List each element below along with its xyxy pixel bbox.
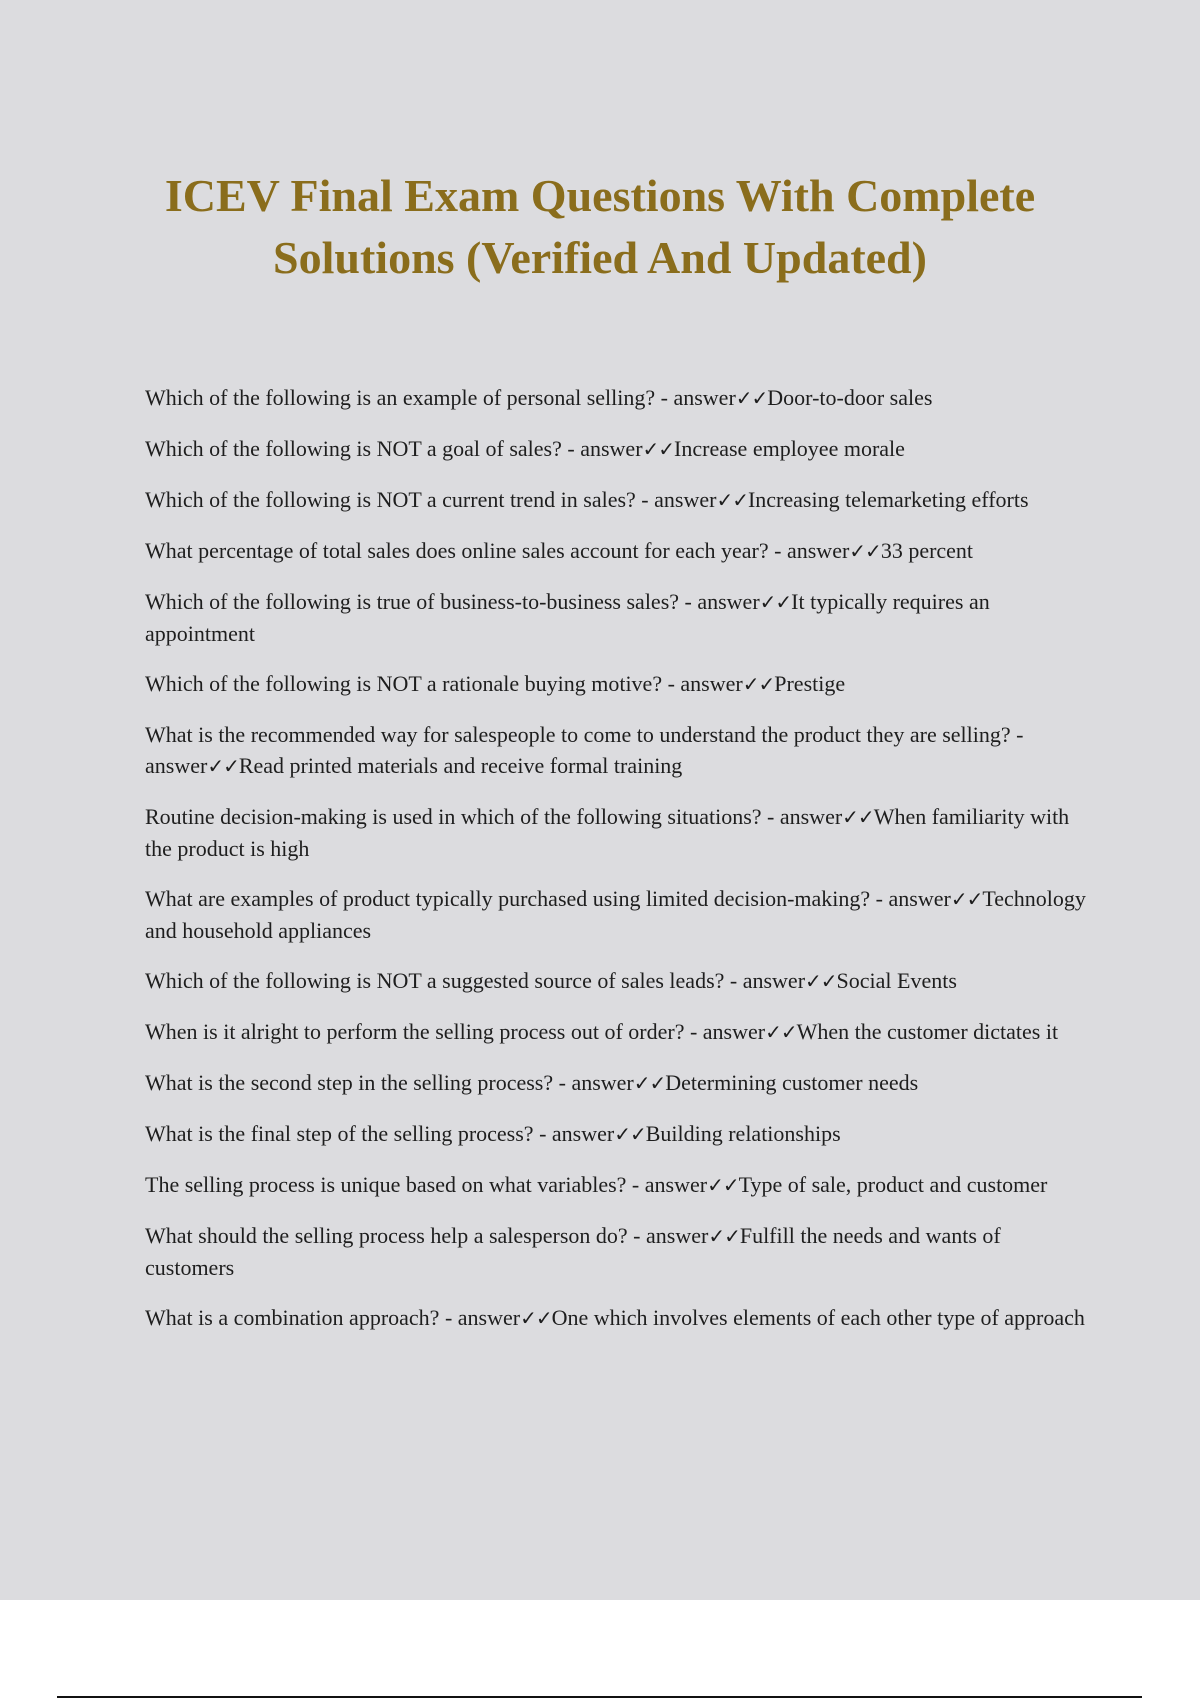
question-text: What is the second step in the selling process?: [145, 1070, 554, 1095]
checkmark-icon: ✓✓: [765, 1020, 797, 1044]
question-text: Which of the following is NOT a current trend in sales?: [145, 487, 636, 512]
question-text: Which of the following is an example of personal selling?: [145, 385, 656, 410]
qa-item: [145, 433, 1095, 465]
question-text: Routine decision-making is used in which of the following situations?: [145, 804, 762, 829]
answer-prefix: - answer: [761, 804, 843, 829]
answer-prefix: - answer: [439, 1305, 521, 1330]
answer-prefix: - answer: [870, 886, 951, 911]
checkmark-icon: ✓✓: [520, 1306, 552, 1330]
question-text: What percentage of total sales does online sales account for each year?: [145, 538, 769, 563]
answer-text: Fulfill the needs and wants of customers: [145, 1223, 1001, 1280]
answer-prefix: - answer: [768, 538, 850, 563]
answer-text: Increasing telemarketing efforts: [747, 487, 1029, 512]
answer-prefix: - answer: [145, 722, 1024, 778]
answer-text: Technology and household appliances: [145, 886, 1086, 943]
answer-text: Prestige: [774, 671, 846, 696]
qa-item: [145, 586, 1095, 649]
answer-text: Door-to-door sales: [767, 385, 933, 410]
answer-prefix: - answer: [724, 968, 806, 993]
answer-prefix: - answer: [684, 1019, 766, 1044]
answer-text: When the customer dictates it: [796, 1019, 1059, 1044]
checkmark-icon: ✓✓: [735, 386, 768, 410]
checkmark-icon: ✓✓: [642, 437, 675, 461]
answer-prefix: - answer: [553, 1070, 634, 1095]
answer-prefix: - answer: [655, 385, 736, 410]
answer-prefix: - answer: [635, 487, 717, 512]
checkmark-icon: ✓✓: [716, 488, 748, 512]
checkmark-icon: ✓✓: [842, 805, 874, 829]
answer-prefix: - answer: [627, 1223, 709, 1248]
answer-text: One which involves elements of each other type of approach: [551, 1305, 1085, 1330]
qa-item: [145, 719, 1095, 782]
checkmark-icon: ✓✓: [207, 754, 239, 778]
question-text: When is it alright to perform the selling process out of order?: [145, 1019, 685, 1044]
question-text: What is the recommended way for salespeople to come to understand the product they are selling?: [145, 722, 1011, 747]
answer-prefix: - answer: [533, 1121, 615, 1146]
qa-item: [145, 1220, 1095, 1283]
checkmark-icon: ✓✓: [759, 590, 792, 614]
qa-list: [145, 382, 1095, 1353]
qa-item: [145, 1302, 1095, 1334]
question-text: What should the selling process help a salesperson do?: [145, 1223, 628, 1248]
document-title: ICEV Final Exam Questions With Complete Solutions (Verified And Updated): [164, 170, 1036, 283]
answer-text: It typically requires an appointment: [145, 589, 990, 646]
question-text: Which of the following is NOT a goal of sales?: [145, 436, 562, 461]
qa-item: [145, 801, 1095, 864]
qa-item: [145, 1118, 1095, 1150]
question-text: Which of the following is NOT a rationale buying motive?: [145, 671, 663, 696]
checkmark-icon: ✓✓: [708, 1224, 740, 1248]
qa-item: [145, 965, 1095, 997]
checkmark-icon: ✓✓: [950, 887, 983, 911]
qa-item: [145, 1067, 1095, 1099]
qa-item: [145, 883, 1095, 946]
question-text: What are examples of product typically purchased using limited decision-making?: [145, 886, 871, 911]
checkmark-icon: ✓✓: [849, 539, 881, 563]
qa-item: [145, 535, 1095, 567]
question-text: Which of the following is true of business-to-business sales?: [145, 589, 680, 614]
question-text: Which of the following is NOT a suggested source of sales leads?: [145, 968, 725, 993]
footer-divider: [57, 1696, 1142, 1698]
qa-item: [145, 1169, 1095, 1201]
answer-text: Read printed materials and receive formal training: [238, 753, 683, 778]
qa-item: [145, 668, 1095, 700]
answer-text: Increase employee morale: [674, 436, 905, 461]
checkmark-icon: ✓✓: [805, 969, 837, 993]
checkmark-icon: ✓✓: [614, 1122, 646, 1146]
answer-prefix: - answer: [662, 671, 743, 696]
answer-text: 33 percent: [880, 538, 974, 563]
qa-item: [145, 382, 1095, 414]
qa-item: [145, 484, 1095, 516]
checkmark-icon: ✓✓: [742, 672, 775, 696]
answer-prefix: - answer: [679, 589, 760, 614]
answer-text: Type of sale, product and customer: [738, 1172, 1048, 1197]
answer-prefix: - answer: [626, 1172, 708, 1197]
answer-text: When familiarity with the product is high: [145, 804, 1070, 861]
qa-item: [145, 1016, 1095, 1048]
answer-text: Social Events: [836, 968, 957, 993]
answer-text: Building relationships: [645, 1121, 841, 1146]
answer-prefix: - answer: [561, 436, 643, 461]
checkmark-icon: ✓✓: [707, 1173, 739, 1197]
answer-text: Determining customer needs: [665, 1070, 919, 1095]
question-text: What is a combination approach?: [145, 1305, 440, 1330]
checkmark-icon: ✓✓: [633, 1071, 666, 1095]
question-text: What is the final step of the selling process?: [145, 1121, 534, 1146]
question-text: The selling process is unique based on what variables?: [145, 1172, 627, 1197]
